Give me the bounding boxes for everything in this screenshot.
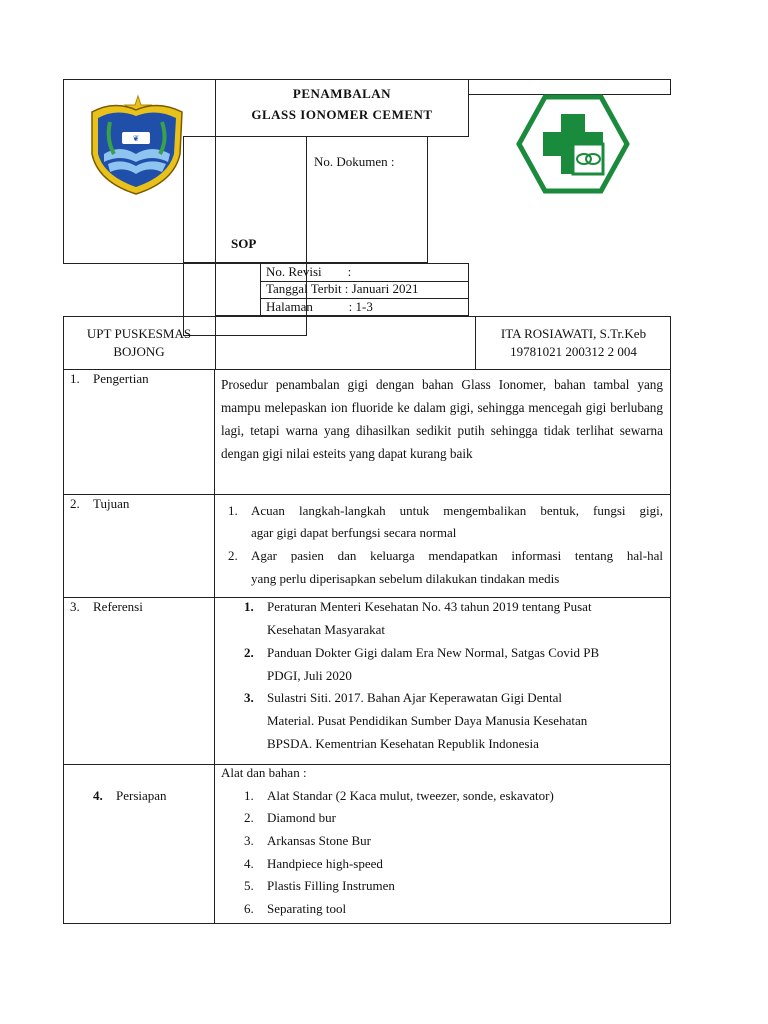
referensi-item-2-line-2: PDGI, Juli 2020 xyxy=(267,668,352,683)
title-line-2: GLASS IONOMER CEMENT xyxy=(251,107,433,122)
svg-text:❦: ❦ xyxy=(132,134,140,143)
persiapan-item-3-text: Arkansas Stone Bur xyxy=(267,833,371,848)
referensi-item-3-line-2: Material. Pusat Pendidikan Sumber Daya Manusia Kesehatan xyxy=(267,713,588,728)
referensi-item-2-line-1: Panduan Dokter Gigi dalam Era New Normal, Satgas Covid PB xyxy=(267,645,600,660)
signer-name: ITA ROSIAWATI, S.Tr.Keb xyxy=(500,326,647,341)
tujuan-number: 2. xyxy=(70,496,80,511)
pengertian-text: Prosedur penambalan gigi dengan bahan Glass Ionomer, bahan tambal yang mampu melepaskan ion fluoride ke dalam gigi, sehingga mencegah gigi berlubang lagi, tetapi warna yang dihasilkan sedikit putih sehingga tidak terlihat sewarna dengan gigi nilai esteits yang dapat kurang baik xyxy=(221,377,663,461)
referensi-number: 3. xyxy=(70,599,80,614)
persiapan-intro: Alat dan bahan : xyxy=(221,765,307,780)
referensi-label: Referensi xyxy=(93,599,143,614)
pengertian-number: 1. xyxy=(70,371,80,386)
content-label-column-divider xyxy=(214,369,215,924)
org-row-divider-right xyxy=(475,316,476,370)
tujuan-item-1-line-2: agar gigi dapat berfungsi secara normal xyxy=(251,525,457,540)
puskesmas-logo xyxy=(513,94,633,194)
tujuan-item-2-line-1: Agar pasien dan keluarga mendapatkan informasi tentang hal-hal xyxy=(251,548,663,563)
referensi-item-3-number: 3. xyxy=(244,690,254,705)
tujuan-label: Tujuan xyxy=(93,496,130,511)
persiapan-item-6-text: Separating tool xyxy=(267,901,347,916)
persiapan-item-2-text: Diamond bur xyxy=(267,810,336,825)
referensi-item-3-line-3: BPSDA. Kementrian Kesehatan Republik Indonesia xyxy=(267,736,539,751)
referensi-item-1-number: 1. xyxy=(244,599,254,614)
org-row-divider-left xyxy=(215,316,216,370)
org-row xyxy=(63,316,671,370)
halaman: Halaman : 1-3 xyxy=(266,299,373,314)
kabupaten-shield-logo xyxy=(84,94,188,198)
persiapan-item-4-number: 4. xyxy=(244,856,254,871)
row-divider-2 xyxy=(63,597,671,598)
persiapan-item-5-text: Plastis Filling Instrumen xyxy=(267,878,395,893)
no-dokumen-label: No. Dokumen : xyxy=(314,154,395,169)
sop-label: SOP xyxy=(231,236,257,251)
persiapan-number: 4. xyxy=(93,788,103,803)
tujuan-item-2-line-2: yang perlu diperisapkan sebelum dilakukan tindakan medis xyxy=(251,571,560,586)
org-name-line-2: BOJONG xyxy=(113,344,165,359)
no-revisi: No. Revisi : xyxy=(266,264,352,279)
pengertian-label: Pengertian xyxy=(93,371,149,386)
referensi-item-1-line-2: Kesehatan Masyarakat xyxy=(267,622,386,637)
title-line-1: PENAMBALAN xyxy=(292,86,392,101)
persiapan-item-6-number: 6. xyxy=(244,901,254,916)
persiapan-item-1-text: Alat Standar (2 Kaca mulut, tweezer, sonde, eskavator) xyxy=(267,788,554,803)
referensi-item-3-line-1: Sulastri Siti. 2017. Bahan Ajar Keperawatan Gigi Dental xyxy=(267,690,562,705)
header-topright-cell xyxy=(468,79,671,95)
persiapan-item-5-number: 5. xyxy=(244,878,254,893)
org-name-line-1: UPT PUSKESMAS xyxy=(86,326,192,341)
signer-nip: 19781021 200312 2 004 xyxy=(510,344,637,359)
meta-left-col xyxy=(215,263,261,316)
persiapan-item-1-number: 1. xyxy=(244,788,254,803)
row-divider-1 xyxy=(63,494,671,495)
persiapan-item-2-number: 2. xyxy=(244,810,254,825)
persiapan-item-4-text: Handpiece high-speed xyxy=(267,856,383,871)
persiapan-label: Persiapan xyxy=(116,788,167,803)
referensi-item-1-line-1: Peraturan Menteri Kesehatan No. 43 tahun 2019 tentang Pusat xyxy=(267,599,592,614)
tujuan-item-1-number: 1. xyxy=(228,503,238,518)
tujuan-item-2-number: 2. xyxy=(228,548,238,563)
row-divider-3 xyxy=(63,764,671,765)
persiapan-item-3-number: 3. xyxy=(244,833,254,848)
referensi-item-2-number: 2. xyxy=(244,645,254,660)
tanggal-terbit: Tanggal Terbit : Januari 2021 xyxy=(266,281,419,296)
tujuan-item-1-line-1: Acuan langkah-langkah untuk mengembalikan bentuk, fungsi gigi, xyxy=(251,503,663,518)
